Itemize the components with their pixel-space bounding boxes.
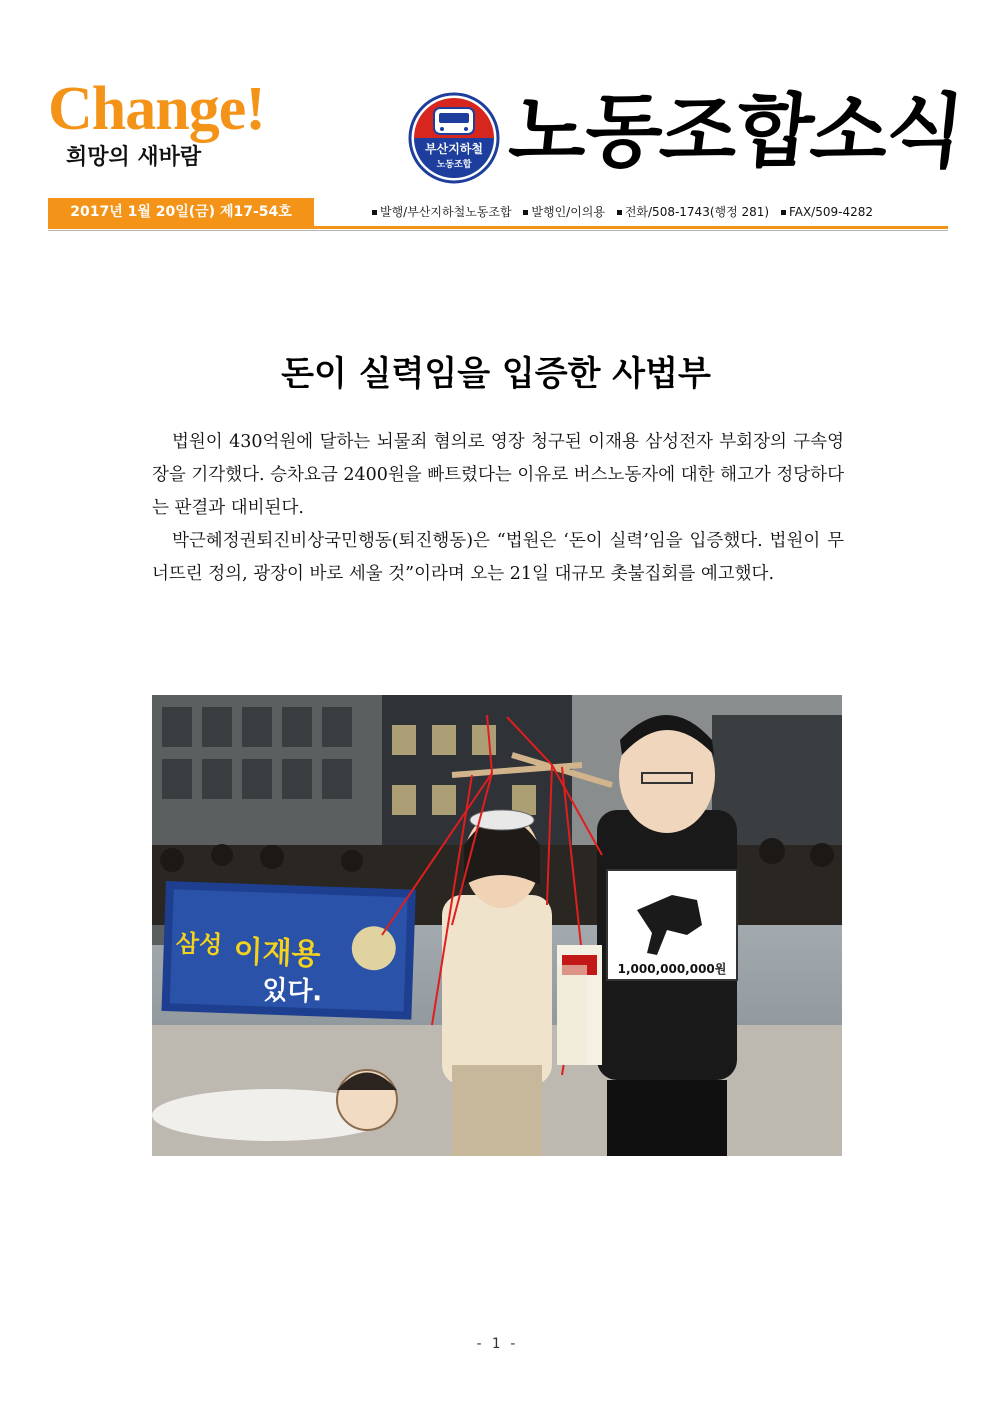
header-rule [48,226,948,229]
photo-price-tag: 1,000,000,000원 [617,962,727,976]
publisher-item: 발행/부산지하철노동조합 [372,205,512,219]
article-paragraph: 박근혜정권퇴진비상국민행동(퇴진행동)은 “법원은 ‘돈이 실력’임을 입증했다. 법원이 무너뜨린 정의, 광장이 바로 세울 것”이라며 오는 21일 대규모 촛불집회를 예고했다. [152,531,844,584]
header-rule-shadow [48,230,948,231]
article-paragraph: 법원이 430억원에 달하는 뇌물죄 혐의로 영장 청구된 이재용 삼성전자 부회장의 구속영장을 기각했다. 승차요금 2400원을 빠트렸다는 이유로 버스노동자에 대한 해고가 정당하다는 판결과 대비된다. [152,432,844,518]
article-photo [152,695,842,1156]
union-logo [408,92,500,184]
article-headline: 돈이 실력임을 입증한 사법부 [281,354,711,394]
banner-text-name: 이재용 [232,934,322,973]
page-number: - 1 - [474,1336,518,1352]
publisher-item: 발행인/이의용 [523,205,605,219]
brand-subtitle: 희망의 새바람 [66,144,202,170]
logo-text-union: 부산지하철 [425,142,483,156]
logo-text-labor: 노동조합 [436,160,472,170]
date-issue-bar: 2017년 1월 20일(금) 제17-54호 [48,198,314,226]
masthead-title: 노동조합소식 [505,85,967,178]
brand-title: Change! [48,75,265,143]
publisher-item: FAX/509-4282 [781,205,873,219]
banner-text-samsung: 삼성 [175,929,223,959]
article-body [152,426,844,591]
publisher-info [372,203,881,220]
publisher-item: 전화/508-1743(행정 281) [617,205,769,219]
banner-text-exists: 있다. [261,975,323,1008]
